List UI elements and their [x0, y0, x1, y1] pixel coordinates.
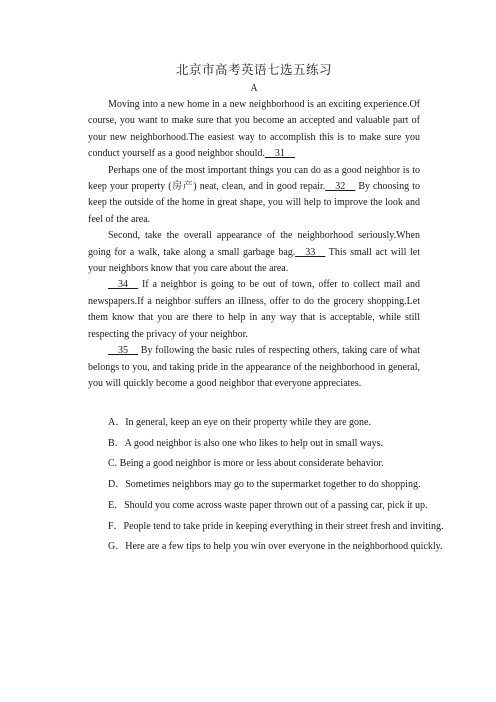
answer-options: [88, 413, 444, 558]
option-item: E．Should you come across waste paper thrown out of a passing car, pick it up.: [108, 499, 428, 511]
passage-text: [88, 97, 420, 392]
option-item: B．A good neighbor is also one who likes to help out in small ways.: [108, 437, 383, 449]
option-item: D．Sometimes neighbors may go to the supermarket together to do shopping.: [108, 479, 421, 491]
option-item: F．People tend to take pride in keeping everything in their street fresh and inviting.: [108, 520, 444, 532]
option-item: C. Being a good neighbor is more or less about considerate behavior.: [108, 458, 384, 470]
paragraph: [88, 343, 420, 392]
paragraph-text: By choosing to keep the outside of the home in great shape, you will help to improve the look and feel of the area.: [88, 181, 420, 225]
option-item: A．In general, keep an eye on their property while they are gone.: [108, 417, 371, 428]
paragraph-text: By following the basic rules of respecting others, taking care of what belongs to you, and taking pride in the appearance of the neighborhood in general, you will quickly become a good neighbor that everyone appreciates.: [88, 345, 420, 389]
paragraph: [88, 97, 420, 163]
paragraph: [88, 277, 420, 343]
paragraph-text: Perhaps one of the most important things you can do as a good neighbor is to keep your property (房产) neat, clean, and in good repair.: [88, 164, 420, 193]
answer-blank: __32__: [325, 181, 356, 193]
paragraph-text: Second, take the overall appearance of the neighborhood seriously.When going for a walk, take along a small garbage bag.: [88, 230, 420, 258]
answer-blank: __33__: [295, 246, 326, 258]
paragraph: [88, 163, 420, 229]
answer-blank: __35__: [108, 345, 138, 357]
answer-blank: __34__: [108, 279, 138, 291]
answer-blank: __31__: [264, 148, 295, 160]
option-item: G．Here are a few tips to help you win over everyone in the neighborhood quickly.: [108, 541, 443, 553]
paragraph-text: This small act will let your neighbors know that you care about the area.: [88, 246, 420, 275]
page-title: 北京市高考英语七选五练习: [175, 63, 332, 77]
paragraph: [88, 228, 420, 277]
paragraph-text: If a neighbor is going to be out of town, offer to collect mail and newspapers.If a neighbor suffers an illness, offer to do the grocery shopping.Let them know that you are there to help in any way that is acceptable, while still respecting the privacy of your neighbor.: [88, 279, 420, 340]
paragraph-text: Moving into a new home in a new neighborhood is an exciting experience.Of course, you want to make sure that you become an accepted and valuable part of your new neighborhood.The easiest way to accomplish this is to make sure you conduct yourself as a good neighbor should.: [88, 99, 420, 160]
section-label: A: [250, 83, 258, 94]
